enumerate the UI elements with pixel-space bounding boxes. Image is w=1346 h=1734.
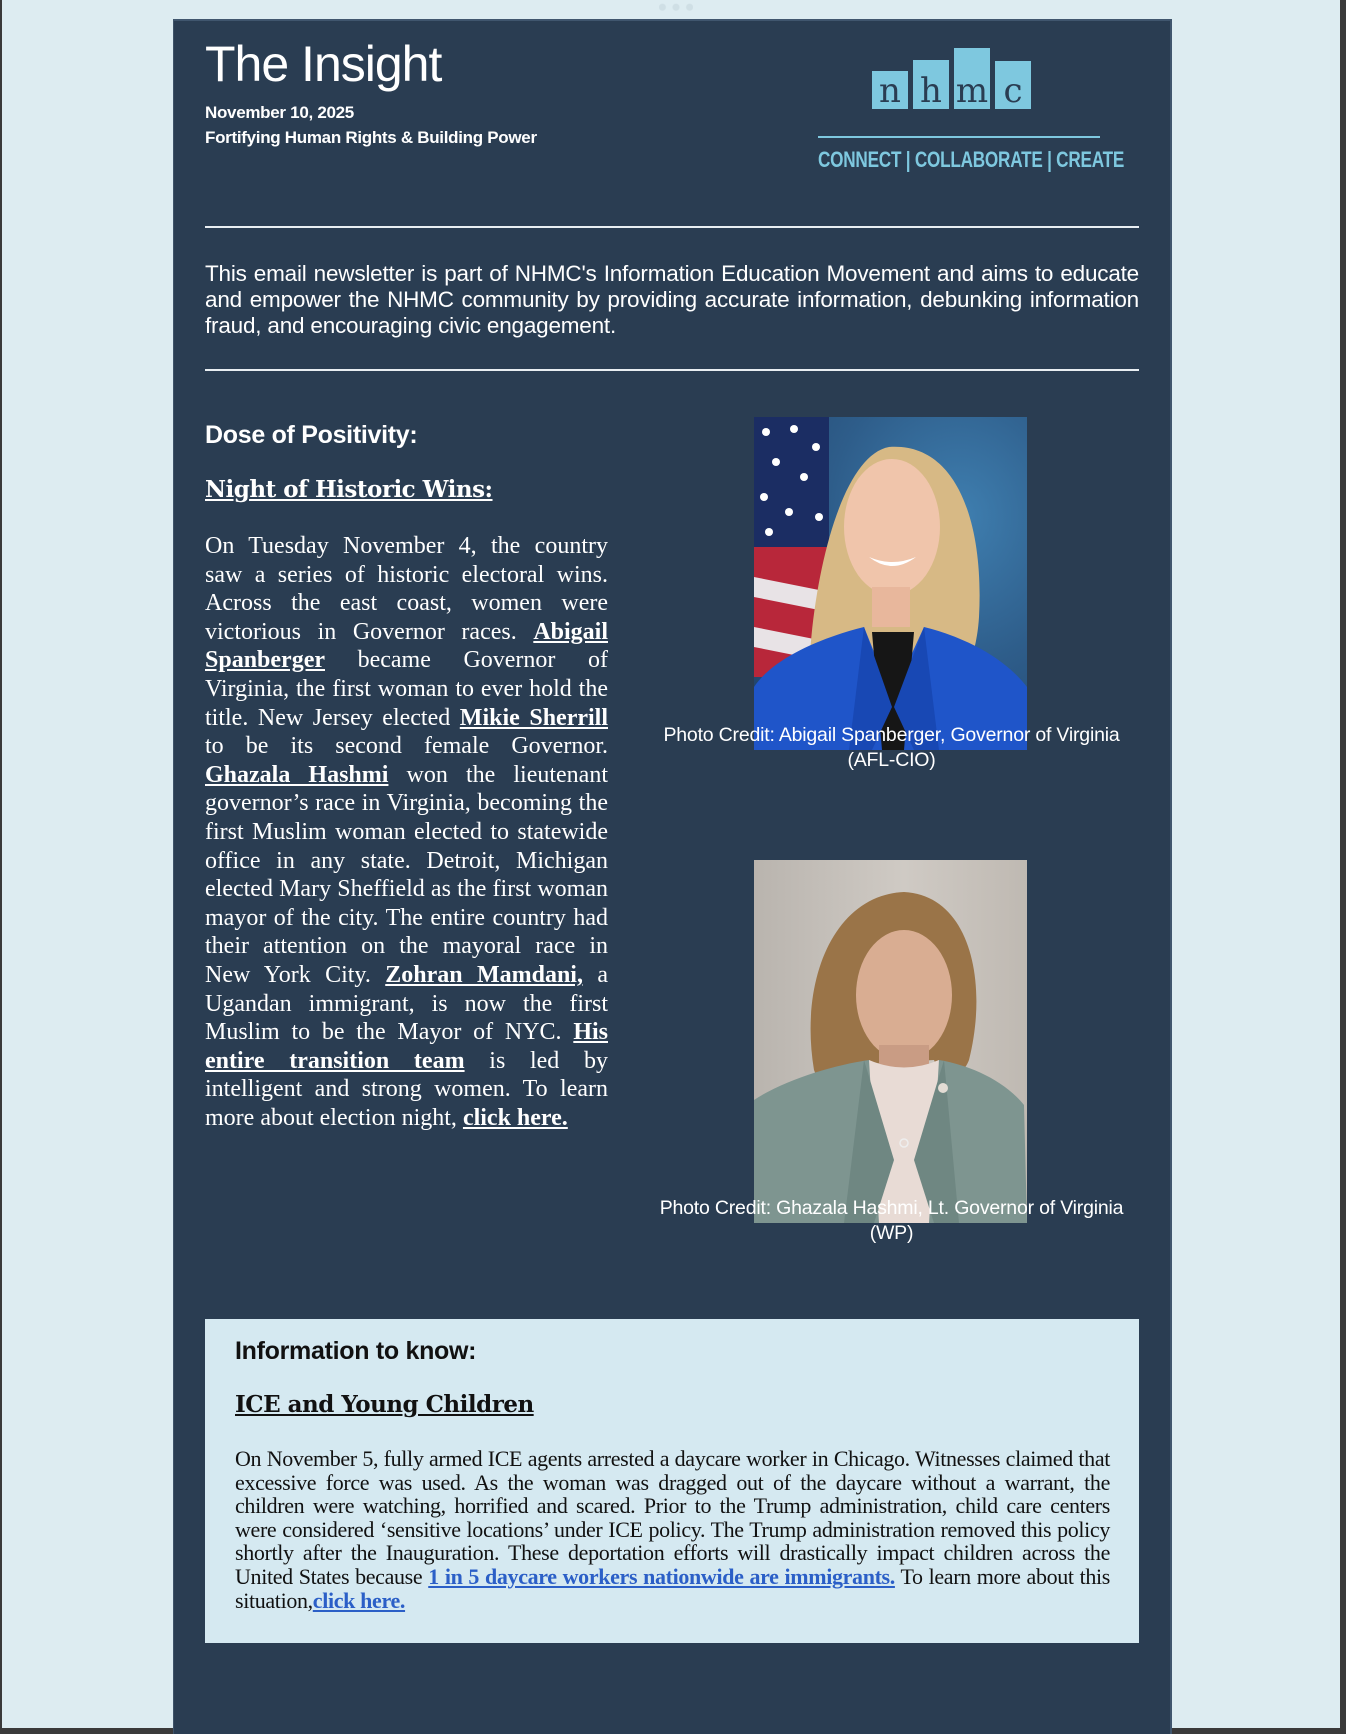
info-to-know-box — [205, 1319, 1139, 1643]
paragraph-text: On November 5, fully armed ICE agents arrested a daycare worker in Chicago. Witnesses claimed that excessive force was used. As the woman was dragged out of the daycare without a warrant, the children were watching, horrified and scared. Prior to the Trump administration, child care centers were considered ‘sensitive locations’ under ICE policy. The Trump administration removed this policy shortly after the Inauguration. These deportation efforts will drastically impact children across the United States because — [235, 1446, 1110, 1589]
positivity-article-title: Night of Historic Wins: — [205, 476, 493, 503]
issue-date: November 10, 2025 — [205, 103, 354, 122]
paragraph-text: a Ugandan immigrant, is now the first Muslim to be the Mayor of NYC. — [205, 961, 608, 1046]
spanberger-photo-caption: Photo Credit: Abigail Spanberger, Governor of Virginia (AFL-CIO) — [663, 724, 1120, 771]
newsletter-tagline: Fortifying Human Rights & Building Power — [205, 128, 537, 147]
inline-link[interactable]: click here. — [462, 1104, 568, 1131]
inline-link[interactable]: Abigail Spanberger — [205, 618, 608, 674]
info-article-body — [235, 1447, 1110, 1612]
newsletter-title: The Insight — [205, 36, 442, 92]
paragraph-text: to be its second female Governor. — [205, 733, 608, 760]
positivity-article-body — [205, 532, 608, 1132]
hashmi-photo — [754, 860, 1027, 1223]
spanberger-photo — [754, 417, 1027, 750]
viewer-right-edge — [1340, 0, 1346, 1734]
logo-block-n: n — [872, 71, 908, 109]
intro-paragraph: This email newsletter is part of NHMC's Information Education Movement and aims to educate and empower the NHMC community by providing accurate information, debunking information fraud, and encouraging civic engagement. — [205, 261, 1139, 338]
inline-link[interactable]: Ghazala Hashmi — [205, 761, 389, 788]
page-drag-handle-icon[interactable] — [659, 0, 693, 18]
spanberger-portrait-illustration — [754, 417, 1027, 750]
inline-link[interactable]: His entire transition team — [205, 1019, 608, 1074]
inline-link[interactable]: click here. — [312, 1587, 406, 1613]
logo-block-c: c — [995, 61, 1031, 109]
logo-letter-blocks — [872, 51, 1042, 109]
logo-block-m: m — [954, 48, 990, 109]
positivity-section-heading: Dose of Positivity: — [205, 421, 418, 449]
logo-slogan: CONNECT | COLLABORATE | CREATE — [818, 147, 1125, 172]
logo-divider — [818, 136, 1100, 138]
inline-link[interactable]: Zohran Mamdani, — [385, 961, 583, 988]
nhmc-logo — [818, 51, 1125, 201]
paragraph-text: On Tuesday November 4, the country saw a series of historic electoral wins. Across the east coast, women were victorious in Governor races. — [205, 533, 608, 645]
logo-block-h: h — [913, 60, 949, 109]
hashmi-photo-caption: Photo Credit: Ghazala Hashmi, Lt. Governor of Virginia (WP) — [659, 1197, 1124, 1244]
paragraph-text: won the lieutenant governor’s race in Virginia, becoming the first Muslim woman elected to statewide office in any state. Detroit, Michigan elected Mary Sheffield as the first woman mayor of the city. The entire country had their attention on the mayoral race in New York City. — [205, 761, 609, 988]
paragraph-text: To learn more about this situation, — [235, 1563, 1110, 1613]
inline-link[interactable]: 1 in 5 daycare workers nationwide are immigrants. — [428, 1563, 895, 1589]
paragraph-text: became Governor of Virginia, the first woman to ever hold the title. New Jersey elected — [205, 647, 608, 731]
info-section-heading: Information to know: — [235, 1337, 477, 1365]
hashmi-portrait-illustration — [754, 860, 1027, 1223]
intro-divider — [205, 369, 1139, 371]
info-article-title: ICE and Young Children — [235, 1391, 534, 1418]
newsletter-page — [173, 19, 1172, 1734]
inline-link[interactable]: Mikie Sherrill — [459, 704, 608, 731]
paragraph-text: is led by intelligent and strong women. To learn more about election night, — [205, 1047, 608, 1131]
header-divider — [205, 226, 1139, 228]
